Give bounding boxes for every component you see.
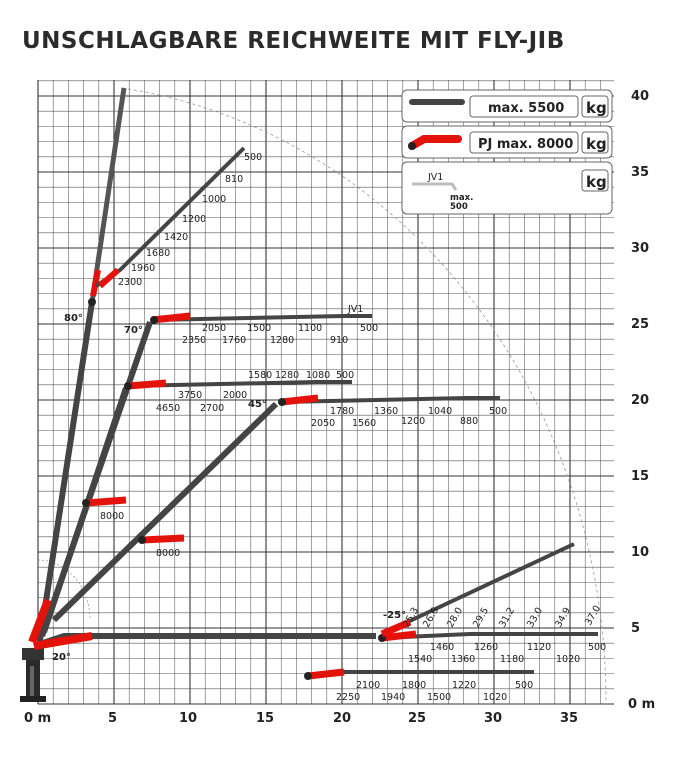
jv1-label: JV1 [348, 304, 364, 315]
load-label: 1500 [247, 323, 272, 334]
load-label: 1360 [451, 654, 476, 665]
load-label: 1960 [131, 263, 156, 274]
boom-low [304, 672, 534, 680]
load-label: 1100 [298, 323, 323, 334]
load-label: 1080 [306, 370, 331, 381]
load-label: 2700 [200, 403, 225, 414]
load-label: 2350 [182, 335, 207, 346]
load-label: 1760 [222, 335, 247, 346]
load-label: 1280 [275, 370, 300, 381]
legend-main-unit: kg [586, 99, 607, 117]
load-label: 8000 [156, 548, 181, 559]
load-label: 33.0 [525, 605, 546, 630]
load-label: 2100 [356, 680, 381, 691]
y-tick: 15 [631, 469, 650, 484]
load-label: 1020 [556, 654, 581, 665]
load-label: 1040 [428, 406, 453, 417]
load-label: 1280 [270, 335, 295, 346]
load-label: 26.6 [421, 605, 442, 630]
angle-label: 80° [64, 313, 83, 324]
load-label: 1420 [164, 232, 189, 243]
load-label: 1580 [248, 370, 273, 381]
x-tick: 35 [560, 711, 579, 726]
load-label: 28.0 [445, 605, 466, 630]
load-labels [100, 152, 606, 703]
legend-jv-sub2: 500 [450, 202, 468, 212]
y-tick: 5 [631, 621, 641, 636]
page-title: UNSCHLAGBARE REICHWEITE MIT FLY-JIB [22, 28, 565, 54]
load-label: 1680 [146, 248, 171, 259]
load-label: 1180 [500, 654, 525, 665]
load-label: 500 [515, 680, 534, 691]
load-label: 500 [489, 406, 508, 417]
load-label: 31.2 [497, 605, 518, 630]
load-label: 1220 [452, 680, 477, 691]
load-label: 4650 [156, 403, 181, 414]
load-label: 1800 [402, 680, 427, 691]
y-tick: 35 [631, 165, 650, 180]
load-label: 1260 [474, 642, 499, 653]
load-label: 2000 [223, 390, 248, 401]
x-tick: 30 [484, 711, 503, 726]
legend-jv-name: JV1 [428, 172, 444, 183]
load-label: 500 [244, 152, 263, 163]
angle-label: 70° [124, 325, 143, 336]
load-label: 25.3 [401, 605, 422, 630]
load-label: 1460 [430, 642, 455, 653]
x-tick: 10 [179, 711, 198, 726]
load-label: 3750 [178, 390, 203, 401]
x-tick: 15 [256, 711, 275, 726]
load-label: 1560 [352, 418, 377, 429]
y-unit: 0 m [628, 697, 656, 712]
load-label: 1360 [374, 406, 399, 417]
legend-pj-unit: kg [586, 135, 607, 153]
load-label: 2050 [202, 323, 227, 334]
legend-jv-box [402, 162, 612, 214]
load-label: 880 [460, 416, 479, 427]
load-label: 1020 [483, 692, 508, 703]
load-label: 1000 [202, 194, 227, 205]
load-label: 910 [330, 335, 349, 346]
angle-label: 20° [52, 652, 71, 663]
load-label: 500 [336, 370, 355, 381]
y-tick: 20 [631, 393, 650, 408]
y-axis-ticks [628, 89, 655, 712]
load-label: 1540 [408, 654, 433, 665]
load-label: 1200 [182, 214, 207, 225]
angle-label: -25° [383, 610, 407, 621]
load-label: 29.5 [471, 605, 492, 630]
load-label: 500 [360, 323, 379, 334]
y-tick: 30 [631, 241, 650, 256]
y-tick: 10 [631, 545, 650, 560]
load-label: 2050 [311, 418, 336, 429]
load-label: 1940 [381, 692, 406, 703]
legend-jv-sub1: max. [450, 193, 474, 203]
load-label: 37.0 [583, 603, 604, 628]
load-label: 8000 [100, 511, 125, 522]
x-tick: 5 [108, 711, 118, 726]
x-unit: 0 m [24, 711, 52, 726]
load-label: 1120 [527, 642, 552, 653]
load-label: 2300 [118, 277, 143, 288]
load-label: 810 [225, 174, 244, 185]
y-tick: 25 [631, 317, 650, 332]
x-axis-ticks [24, 711, 578, 726]
x-tick: 20 [333, 711, 352, 726]
angle-label: 45° [248, 399, 267, 410]
crane-base [20, 560, 90, 702]
load-label: 34.9 [553, 605, 574, 630]
load-label: 1200 [401, 416, 426, 427]
load-label: 1780 [330, 406, 355, 417]
load-label: 1500 [427, 692, 452, 703]
legend-jv-unit: kg [586, 173, 607, 191]
y-tick: 40 [631, 89, 650, 104]
x-tick: 25 [408, 711, 427, 726]
legend-main-label: max. 5500 [488, 101, 565, 116]
load-label: 2250 [336, 692, 361, 703]
legend [402, 90, 612, 214]
legend-pj-label: PJ max. 8000 [478, 137, 574, 152]
load-label: 500 [588, 642, 607, 653]
